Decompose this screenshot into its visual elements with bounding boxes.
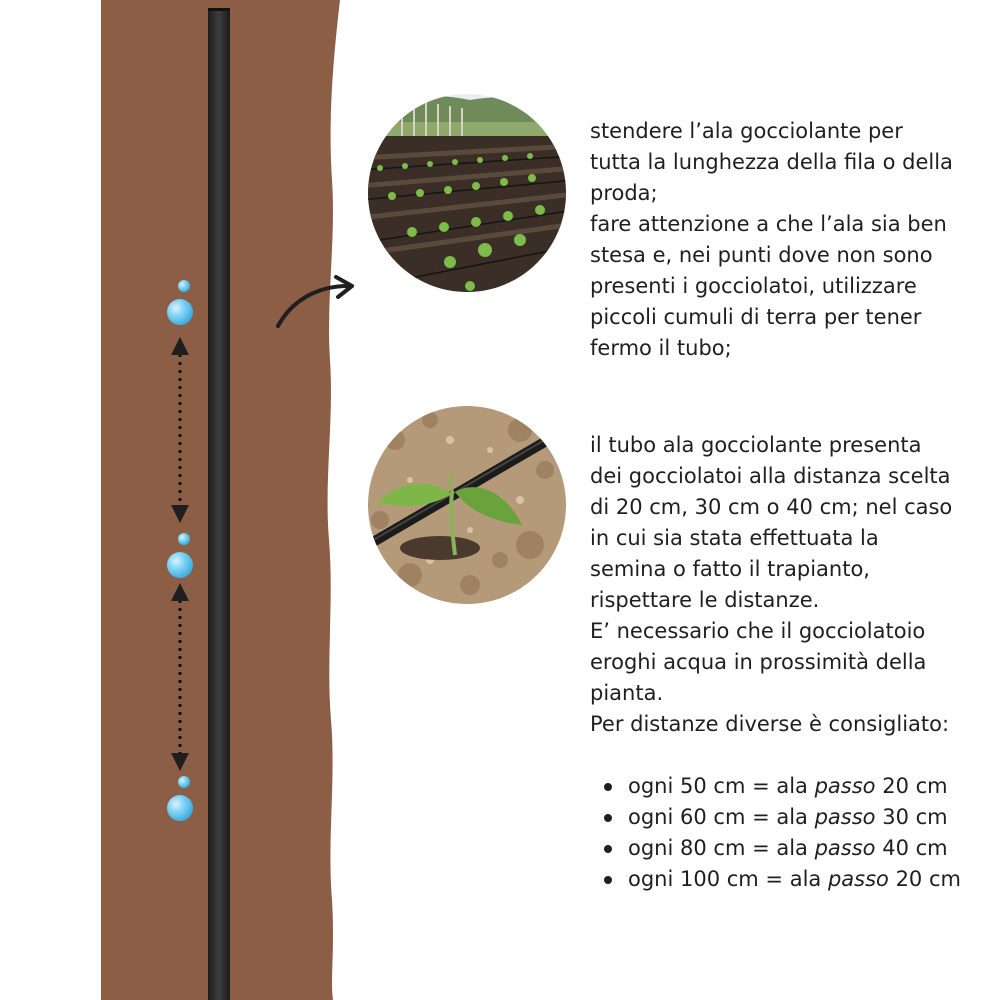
- spacing-list-item: ogni 60 cm = ala passo 30 cm: [590, 802, 960, 833]
- instruction-1-paragraph-1: stendere l’ala gocciolante per tutta la lunghezza della fila o della proda;: [590, 119, 953, 205]
- spacing-list-item: ogni 50 cm = ala passo 20 cm: [590, 771, 960, 802]
- instruction-block-1: [590, 116, 960, 364]
- instruction-2-paragraph-1: il tubo ala gocciolante presenta dei gocciolatoi alla distanza scelta di 20 cm, 30 cm o 40 cm; nel caso in cui sia stata effettuata la semina o fatto il trapianto, rispettare le distanze.: [590, 433, 953, 612]
- spacing-list-item: ogni 80 cm = ala passo 40 cm: [590, 833, 960, 864]
- instruction-2-paragraph-2: E’ necessario che il gocciolatoio eroghi acqua in prossimità della pianta.: [590, 619, 927, 705]
- instruction-1-paragraph-2: fare attenzione a che l’ala sia ben stesa e, nei punti dove non sono presenti i gocciolatoi, utilizzare piccoli cumuli di terra per tener fermo il tubo;: [590, 212, 947, 360]
- field-rows-photo: [360, 90, 580, 306]
- instruction-block-2: [590, 430, 960, 895]
- drip-tube: [208, 8, 230, 1000]
- spacing-list-item: ogni 100 cm = ala passo 20 cm: [590, 864, 960, 895]
- seedling-photo: [360, 400, 580, 610]
- spacing-list: [590, 771, 960, 895]
- instruction-2-paragraph-3: Per distanze diverse è consigliato:: [590, 712, 950, 736]
